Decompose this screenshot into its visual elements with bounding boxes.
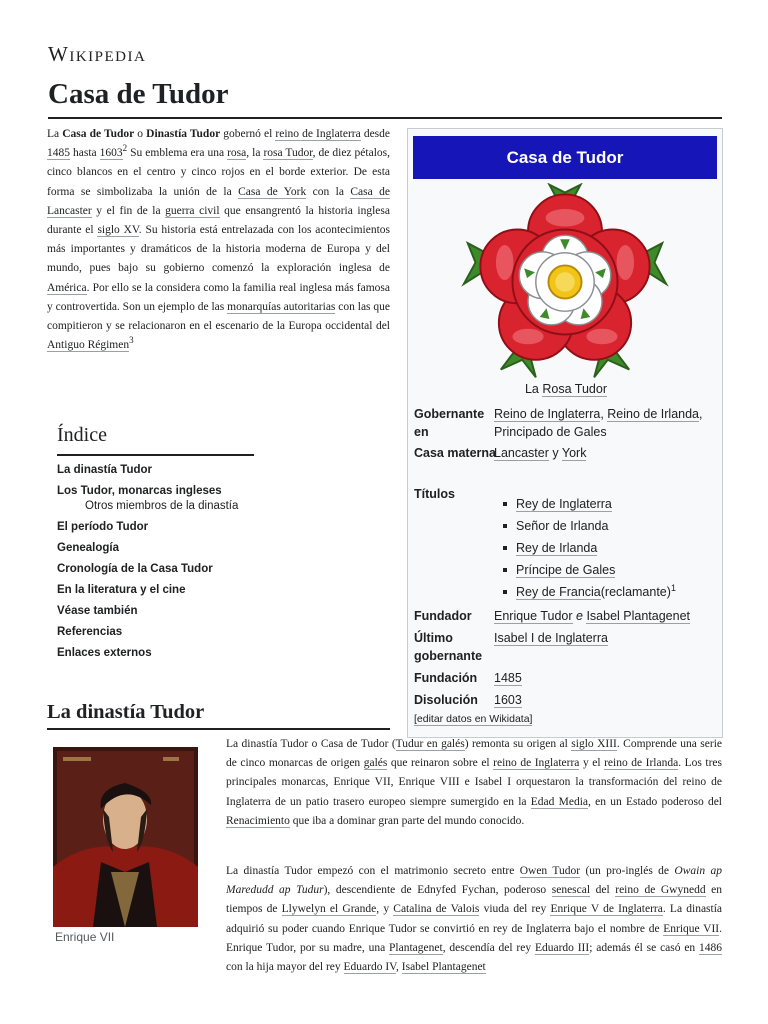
link-reino-gwynedd[interactable]: reino de Gwynedd (615, 884, 706, 897)
value-ultimo (494, 629, 720, 647)
link-rosa[interactable]: rosa (227, 147, 247, 160)
link-renacimiento[interactable]: Renacimiento (226, 814, 290, 827)
link-1603[interactable]: 1603 (99, 147, 123, 160)
value-text: , Principado de Gales (494, 407, 703, 439)
link-reino-inglaterra-ib[interactable]: Reino de Inglaterra (494, 407, 601, 421)
enrique-vii-portrait[interactable] (53, 747, 198, 927)
link-eduardo-iii[interactable]: Eduardo III (534, 941, 590, 954)
paragraph-text: . Enrique Tudor, por su madre, una (226, 922, 722, 954)
toc-item[interactable]: Véase también (57, 604, 138, 617)
link-york[interactable]: York (561, 446, 587, 460)
value-gobernante (494, 405, 720, 441)
list-item (494, 537, 720, 559)
link-casa-york[interactable]: Casa de York (238, 185, 307, 198)
link-rosa-tudor[interactable]: rosa Tudor (263, 147, 313, 160)
section-divider (47, 728, 390, 730)
separator: , (600, 407, 608, 421)
label-gobernante: Gobernante en (414, 407, 485, 439)
tudor-rose-image[interactable] (458, 183, 672, 381)
link-llywelyn[interactable]: Llywelyn el Grande (281, 903, 377, 916)
caption-text: La (524, 382, 543, 396)
reference-2[interactable]: 2 (122, 143, 128, 154)
infobox (407, 128, 723, 738)
intro-text: desde (360, 128, 391, 140)
link-edad-media[interactable]: Edad Media (530, 795, 589, 808)
paragraph-text: , en un Estado poderoso del (588, 795, 722, 808)
wikipedia-wordmark[interactable]: Wikipedia (48, 42, 147, 66)
value-fundador (494, 607, 720, 625)
paragraph-text: La dinastía Tudor empezó con el matrimonio secreto entre (226, 865, 520, 877)
toc-subitem[interactable]: Otros miembros de la dinastía (85, 499, 239, 512)
intro-text: La (47, 128, 63, 140)
portrait-inscription (63, 757, 91, 761)
paragraph-text: , descendía del rey (442, 941, 535, 954)
list-item (494, 559, 720, 581)
label-titulos: Títulos (414, 487, 455, 501)
paragraph-text: ), descendiente de Ednyfed Fychan, poderoso (323, 884, 552, 897)
intro-text: con la (306, 185, 351, 198)
paragraph-text: La dinastía Tudor o Casa de Tudor ( (226, 738, 396, 750)
paragraph-text: . Los tres principales monarcas, Enrique VII, Enrique VIII e Isabel I orquestaron la transformación del reino de Inglaterra de un patio trasero europeo siempre sumergido en la (226, 757, 722, 808)
toc-item[interactable]: Referencias (57, 625, 123, 638)
portrait-inscription (163, 757, 179, 761)
reference-1[interactable]: 1 (670, 582, 676, 593)
intro-text: y el fin de la (91, 204, 166, 217)
link-rosa-tudor-caption[interactable]: Rosa Tudor (542, 382, 607, 396)
intro-text: con las que compitieron y se relacionaron en el escenario de la Europa occidental del (47, 300, 391, 333)
paragraph-text: , y (376, 903, 394, 916)
value-disolucion (494, 691, 720, 709)
link-1485[interactable]: 1485 (47, 147, 70, 160)
list-item (494, 515, 720, 537)
link-isabel-i[interactable]: Isabel I de Inglaterra (494, 631, 608, 645)
toc-item[interactable]: En la literatura y el cine (57, 583, 186, 596)
toc-title: Índice (57, 424, 107, 446)
link-1486[interactable]: 1486 (699, 941, 723, 954)
link-senescal[interactable]: senescal (551, 884, 591, 897)
intro-text: , de diez pétalos, cinco blancos en el centro y cinco rojos en el borde exterior. De esta forma se simbolizaba la unión de la (47, 147, 390, 198)
label-disolucion: Disolución (414, 693, 478, 707)
link-casa-lancaster[interactable]: Casa de Lancaster (47, 185, 390, 217)
link-gales[interactable]: galés (363, 757, 388, 770)
intro-text: hasta (70, 147, 100, 160)
intro-text: o (134, 128, 147, 140)
infobox-title: Casa de Tudor (413, 136, 717, 179)
link-rey-inglaterra[interactable]: Rey de Inglaterra (516, 497, 612, 511)
label-casa-materna: Casa materna (414, 446, 496, 460)
paragraph-text: ) remonta su origen al (464, 738, 572, 750)
toc-item[interactable]: Genealogía (57, 541, 119, 554)
link-catalina-valois[interactable]: Catalina de Valois (393, 903, 480, 916)
section-heading: La dinastía Tudor (47, 701, 205, 723)
list-item (494, 581, 720, 603)
paragraph-text: . La dinastía adquirió su poder cuando Enrique Tudor se convirtió en rey de Inglaterra bajo el nombre de (226, 903, 723, 935)
link-rey-irlanda[interactable]: Rey de Irlanda (516, 541, 598, 555)
label-ultimo-gobernante: Último gobernante (414, 631, 483, 663)
paragraph-text: viuda del rey (479, 903, 551, 916)
link-owen-tudor[interactable]: Owen Tudor (519, 865, 581, 877)
link-rey-francia[interactable]: Rey de Francia (516, 585, 601, 599)
link-reino-inglaterra-2[interactable]: reino de Inglaterra (493, 757, 580, 770)
paragraph-text: que reinaron sobre el (387, 757, 494, 770)
label-fundador: Fundador (414, 609, 472, 623)
link-1603-ib[interactable]: 1603 (494, 693, 522, 707)
paragraph (226, 735, 722, 831)
link-siglo-xiii[interactable]: siglo XIII (571, 738, 617, 750)
link-principe-gales[interactable]: Príncipe de Gales (516, 563, 616, 577)
link-reino-irlanda-ib[interactable]: Reino de Irlanda (607, 407, 700, 421)
welsh-name: Owain ap Maredudd ap Tudur (226, 865, 722, 897)
titulos-list (494, 493, 720, 603)
link-enrique-vii[interactable]: Enrique VII (663, 922, 720, 935)
toc-item[interactable]: Enlaces externos (57, 646, 152, 659)
intro-text: gobernó el (220, 128, 276, 140)
link-1485-ib[interactable]: 1485 (494, 671, 522, 685)
intro-text: . Por ello se la considera como la familia real inglesa más famosa y controvertida. Son un ejemplo de las (47, 281, 390, 313)
paragraph-text: . Comprende una serie de cinco monarcas de origen (226, 738, 723, 770)
list-item (494, 493, 720, 515)
rose-center-highlight (555, 272, 574, 291)
intro-text: que ensangrentó la historia inglesa durante el (47, 204, 390, 237)
paragraph-text: en tiempos de (226, 884, 722, 916)
intro-bold-casa: Casa de Tudor (62, 128, 135, 140)
intro-paragraph (47, 125, 390, 355)
toc-divider (57, 454, 254, 456)
toc-item[interactable] (57, 484, 257, 513)
paragraph (226, 862, 722, 977)
link-enrique-tudor[interactable]: Enrique Tudor (494, 609, 573, 623)
separator: e (572, 609, 587, 623)
separator: y (548, 446, 562, 460)
intro-bold-dinastia: Dinastía Tudor (146, 128, 221, 140)
toc-item[interactable]: El período Tudor (57, 520, 149, 533)
value-casa (494, 444, 720, 462)
paragraph-text: del (590, 884, 616, 897)
value-fundacion (494, 669, 720, 687)
link-isabel-plantagenet-2[interactable]: Isabel Plantagenet (401, 961, 486, 974)
paragraph-text: que iba a dominar gran parte del mundo conocido. (289, 814, 525, 827)
label-fundacion: Fundación (414, 671, 478, 685)
paragraph-text: ; además él se casó en (589, 941, 700, 954)
edit-wikidata-link[interactable]: [editar datos en Wikidata] (414, 713, 533, 725)
toc-item-label[interactable]: Los Tudor, monarcas ingleses (57, 484, 222, 497)
intro-text: , la (246, 147, 264, 160)
link-guerra-civil[interactable]: guerra civil (165, 204, 220, 217)
link-siglo-xv[interactable]: siglo XV (97, 224, 139, 237)
toc-item[interactable]: Cronología de la Casa Tudor (57, 562, 213, 575)
intro-text: Su emblema era una (127, 147, 228, 160)
portrait-caption: Enrique VII (55, 930, 115, 944)
link-enrique-v[interactable]: Enrique V de Inglaterra (550, 903, 663, 916)
link-plantagenet[interactable]: Plantagenet (389, 941, 443, 954)
infobox-caption (408, 382, 724, 396)
paragraph-text: con la hija mayor del rey (226, 961, 344, 974)
paragraph-text: y el (579, 757, 605, 770)
intro-text: . Su historia está entrelazada con los acontecimientos más importantes y dramáticos de la historia moderna de Europa y del mundo, pues bajo su gobierno comenzó la exploración inglesa de (47, 224, 390, 275)
link-isabel-plantagenet[interactable]: Isabel Plantagenet (586, 609, 690, 623)
link-reino-irlanda[interactable]: reino de Irlanda (604, 757, 679, 770)
link-monarquias-autoritarias[interactable]: monarquías autoritarias (227, 300, 336, 313)
link-antiguo-regimen[interactable]: Antiguo Régimen (47, 339, 130, 352)
link-america[interactable]: América (47, 281, 87, 294)
link-eduardo-iv[interactable]: Eduardo IV (343, 961, 397, 974)
reference-3[interactable]: 3 (129, 335, 134, 346)
link-lancaster[interactable]: Lancaster (494, 446, 549, 460)
text-senor-irlanda: Señor de Irlanda (516, 519, 609, 533)
paragraph-text: (un pro-inglés de (580, 865, 675, 877)
table-of-contents (57, 424, 257, 667)
link-tudur-gales[interactable]: Tudur en galés (395, 738, 465, 750)
link-reino-inglaterra[interactable]: reino de Inglaterra (275, 128, 361, 140)
titulo-note: (reclamante) (600, 585, 671, 599)
paragraph-text: , (396, 961, 402, 974)
page-title: Casa de Tudor (48, 78, 229, 110)
toc-item[interactable]: La dinastía Tudor (57, 463, 152, 476)
title-divider (48, 117, 722, 119)
